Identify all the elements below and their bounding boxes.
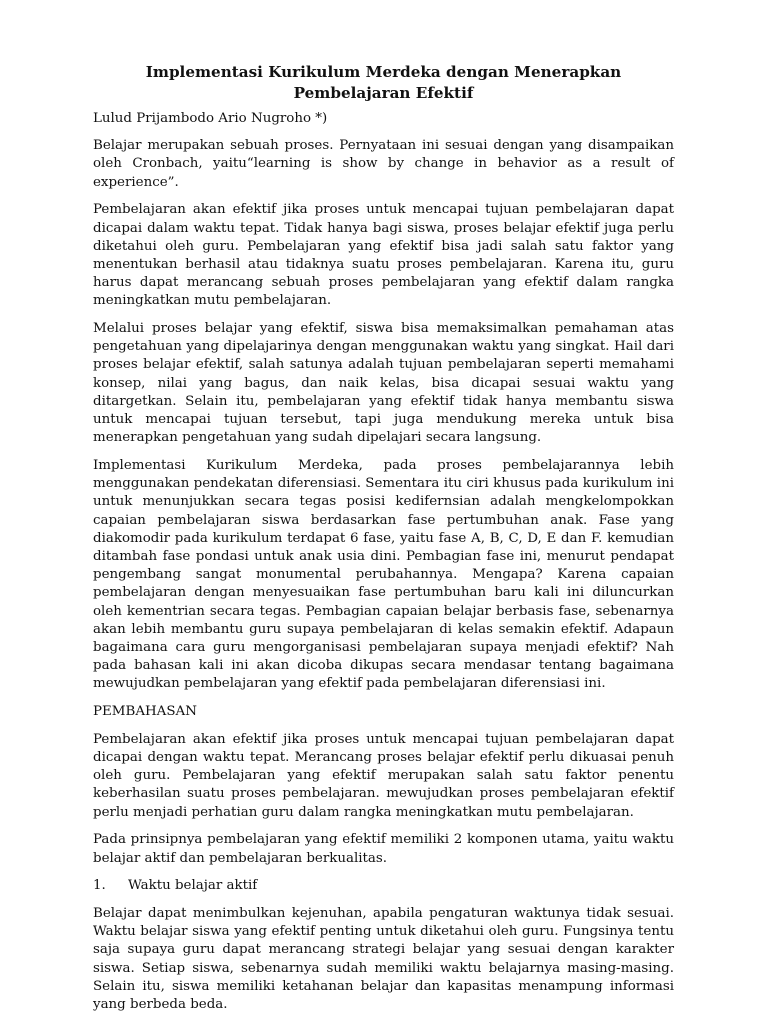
paragraph-intro: Belajar merupakan sebuah proses. Pernyataan ini sesuai dengan yang disampaikan oleh Cronbach, yaitu“learning is show by change in behavior as a result of experience”. [93, 138, 674, 190]
list-item [93, 877, 674, 895]
paragraph-final: Belajar dapat menimbulkan kejenuhan, apabila pengaturan waktunya tidak sesuai. Waktu belajar siswa yang efektif penting untuk diketahui oleh guru. Fungsinya tentu saja supaya guru dapat merancang strategi belajar yang sesuai dengan karakter siswa. Setiap siswa, sebenarnya sudah memiliki waktu belajarnya masing-masing. Selain itu, siswa memiliki ketahanan belajar dan kapasitas menampung informasi yang berbeda beda. [93, 905, 674, 1012]
paragraph-effective-learning: Pembelajaran akan efektif jika proses untuk mencapai tujuan pembelajaran dapat dicapai dalam waktu tepat. Tidak hanya bagi siswa, proses belajar efektif juga perlu diketahui oleh guru. Pembelajaran yang efektif bisa jadi salah satu faktor yang menentukan berhasil atau tidaknya suatu proses pembelajaran. Karena itu, guru harus dapat merancang sebuah proses pembelajaran yang efektif dalam rangka meningkatkan mutu pembelajaran. [93, 202, 674, 309]
list-item-text: Waktu belajar aktif [128, 878, 258, 894]
section-heading: PEMBAHASAN [93, 704, 197, 720]
paragraph-effective-process: Melalui proses belajar yang efektif, siswa bisa memaksimalkan pemahaman atas pengetahuan yang dipelajarinya dengan menggunakan waktu yang singkat. Hail dari proses belajar efektif, salah satunya adalah tujuan pembelajaran seperti memahami konsep, nilai yang bagus, dan naik kelas, bisa dicapai sesuai waktu yang ditargetkan. Selain itu, pembelajaran yang efektif tidak hanya membantu siswa untuk mencapai tujuan tersebut, tapi juga mendukung mereka untuk bisa menerapkan pengetahuan yang sudah dipelajari secara langsung. [93, 321, 674, 446]
paragraph-discussion-1: Pembelajaran akan efektif jika proses untuk mencapai tujuan pembelajaran dapat dicapai dengan waktu tepat. Merancang proses belajar efektif perlu dikuasai penuh oleh guru. Pembelajaran yang efektif merupakan salah satu faktor penentu keberhasilan suatu proses pembelajaran. mewujudkan proses pembelajaran efektif perlu menjadi perhatian guru dalam rangka meningkatkan mutu pembelajaran. [93, 731, 674, 820]
paragraph-discussion-2: Pada prinsipnya pembelajaran yang efektif memiliki 2 komponen utama, yaitu waktu belajar aktif dan pembelajaran berkualitas. [93, 832, 674, 866]
list-item-number: 1. [93, 878, 106, 894]
author-line: Lulud Prijambodo Ario Nugroho *) [93, 111, 328, 126]
document-title: Implementasi Kurikulum Merdeka dengan Menerapkan Pembelajaran Efektif [145, 63, 622, 102]
paragraph-curriculum: Implementasi Kurikulum Merdeka, pada proses pembelajarannya lebih menggunakan pendekatan diferensiasi. Sementara itu ciri khusus pada kurikulum ini untuk menunjukkan secara tegas posisi kedifernsian adalah mengkelompokkan capaian pembelajaran siswa berdasarkan fase pertumbuhan anak. Fase yang diakomodir pada kurikulum terdapat 6 fase, yaitu fase A, B, C, D, E dan F. kemudian ditambah fase pondasi untuk anak usia dini. Pembagian fase ini, menurut pendapat pengembang sangat monumental perubahannya. Mengapa? Karena capaian pembelajaran dengan menyesuaikan fase pertumbuhan baru kali ini diluncurkan oleh kementrian secara tegas. Pembagian capaian belajar berbasis fase, sebenarnya akan lebih membantu guru supaya pembelajaran di kelas semakin efektif. Adapaun bagaimana cara guru mengorganisasi pembelajaran supaya menjadi efektif? Nah pada bahasan kali ini akan dicoba dikupas secara mendasar tentang bagaimana mewujudkan pembelajaran yang efektif pada pembelajaran diferensiasi ini. [93, 457, 674, 692]
